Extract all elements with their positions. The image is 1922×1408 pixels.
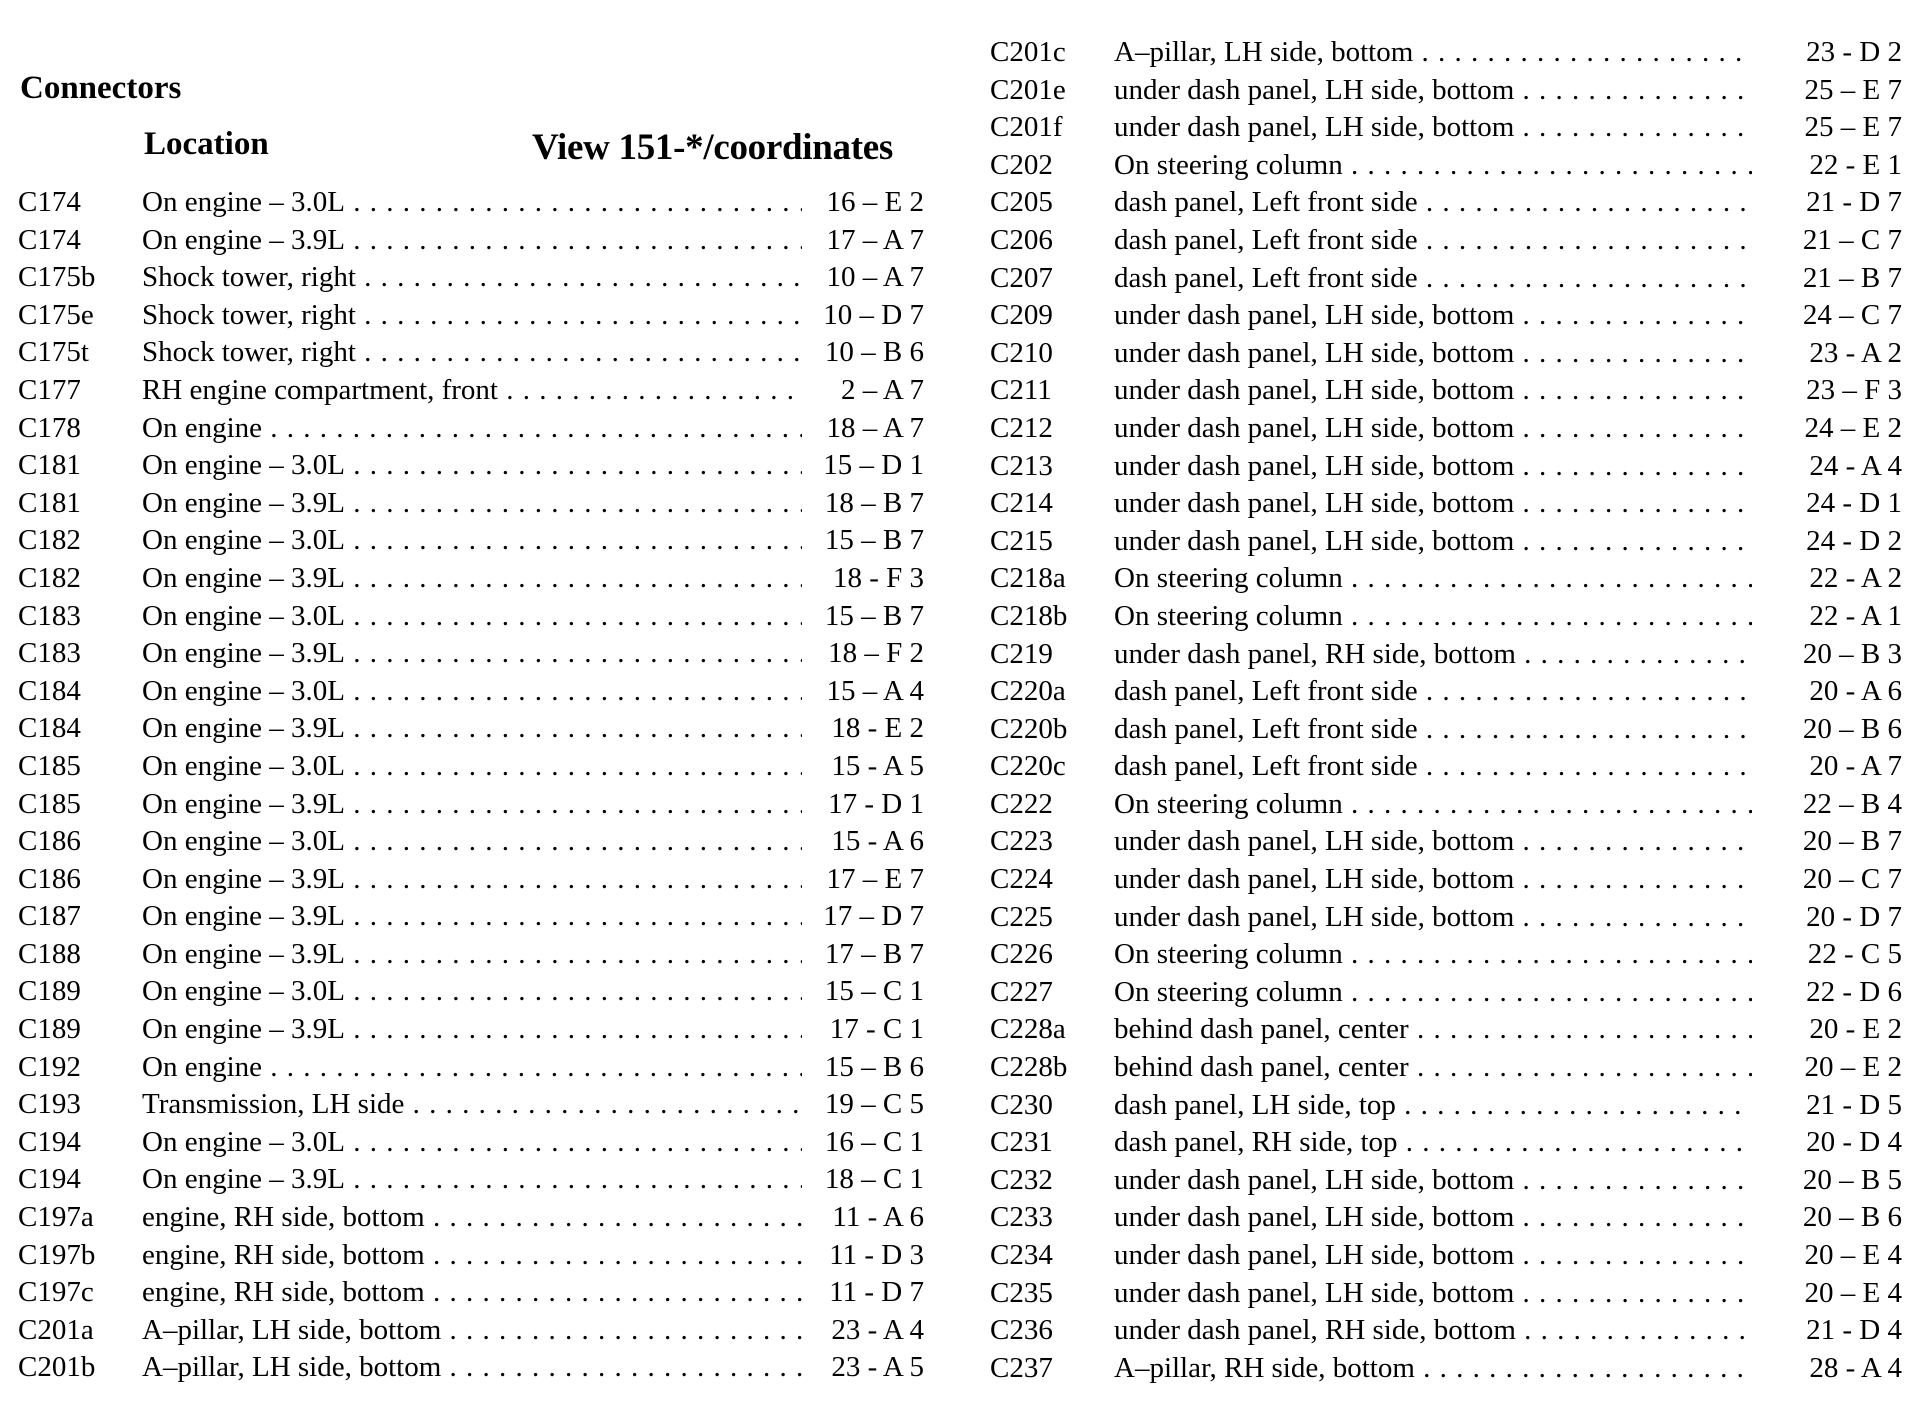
connector-row [990,1199,1902,1237]
connector-location: On engine – 3.9L . . . [142,560,802,598]
connector-location: On engine – 3.0L . . . [142,1124,802,1162]
connector-row [18,823,924,861]
connector-list-left [18,184,924,1387]
connector-view-ref: 16 – C 1 [824,1125,924,1158]
connector-location: A–pillar, LH side, bottom . . . [142,1349,802,1387]
connector-row [990,1312,1902,1350]
connector-view-ref: 20 - A 6 [1809,675,1902,708]
connector-row [990,1011,1902,1049]
connector-row [990,636,1902,674]
connector-code: C175b [18,261,96,294]
connector-location: On engine – 3.9L . . . [142,936,802,974]
connector-code: C231 [990,1126,1053,1159]
connector-view-ref: 25 – E 7 [1804,73,1902,106]
connector-location: engine, RH side, bottom . . . [142,1237,802,1275]
connector-location: dash panel, RH side, top . . . [1114,1124,1752,1162]
connector-location: On engine – 3.0L . . . [142,184,802,222]
connector-row [18,1124,924,1162]
connector-view-ref: 15 – B 7 [824,599,924,632]
connector-code: C181 [18,486,81,519]
connector-list-right [990,34,1902,1387]
connector-view-ref: 21 - D 5 [1806,1088,1902,1121]
connector-location: behind dash panel, center . . . [1114,1049,1752,1087]
connector-code: C235 [990,1276,1053,1309]
connector-view-ref: 15 – B 7 [824,524,924,557]
column-header-view-coordinates: View 151-*/coordinates [532,127,893,168]
connector-view-ref: 21 - D 4 [1806,1314,1902,1347]
connector-view-ref: 20 – B 3 [1802,637,1902,670]
connector-code: C187 [18,900,81,933]
connector-code: C183 [18,637,81,670]
connector-view-ref: 15 – D 1 [823,449,924,482]
connector-view-ref: 10 – D 7 [823,298,924,331]
connector-code: C188 [18,937,81,970]
connector-location: On engine – 3.0L . . . [142,673,802,711]
connector-location: behind dash panel, center . . . [1114,1011,1752,1049]
connector-location: On engine – 3.9L . . . [142,1161,802,1199]
connector-location: RH engine compartment, front . . . [142,372,802,410]
connector-location: A–pillar, LH side, bottom . . . [142,1312,802,1350]
connector-row [990,711,1902,749]
connector-location: On engine . . . [142,1049,802,1087]
connector-location: under dash panel, LH side, bottom . . . [1114,1199,1752,1237]
connector-view-ref: 18 – F 2 [828,637,924,670]
connector-view-ref: 10 – A 7 [826,261,924,294]
connector-view-ref: 20 - D 4 [1806,1126,1902,1159]
connector-code: C207 [990,261,1053,294]
connector-row [990,410,1902,448]
connector-view-ref: 23 - A 2 [1809,336,1902,369]
connector-location: dash panel, Left front side . . . [1114,673,1752,711]
connector-location: Shock tower, right . . . [142,297,802,335]
connector-row [990,748,1902,786]
connector-code: C228b [990,1051,1068,1084]
connector-code: C211 [990,374,1052,407]
connector-view-ref: 20 – B 6 [1802,712,1902,745]
connector-location: under dash panel, LH side, bottom . . . [1114,1275,1752,1313]
connector-code: C233 [990,1201,1053,1234]
connector-location: On engine – 3.9L . . . [142,861,802,899]
connector-location: dash panel, LH side, top . . . [1114,1087,1752,1125]
connector-row [18,673,924,711]
connector-view-ref: 22 - E 1 [1809,148,1902,181]
connector-view-ref: 18 – B 7 [824,486,924,519]
connector-row [18,560,924,598]
connector-location: On engine – 3.0L . . . [142,598,802,636]
connector-location: On engine – 3.9L . . . [142,898,802,936]
connector-code: C201b [18,1351,96,1384]
connector-view-ref: 11 - D 7 [829,1276,924,1309]
connector-row [18,222,924,260]
connector-row [18,748,924,786]
connector-code: C230 [990,1088,1053,1121]
connector-location: On engine – 3.0L . . . [142,447,802,485]
connector-view-ref: 20 – E 2 [1804,1051,1902,1084]
connector-code: C210 [990,336,1053,369]
connector-code: C184 [18,674,81,707]
connector-location: under dash panel, LH side, bottom . . . [1114,109,1752,147]
connector-code: C236 [990,1314,1053,1347]
connector-row [18,522,924,560]
connector-view-ref: 15 – B 6 [824,1050,924,1083]
connector-row [18,259,924,297]
connector-row [990,786,1902,824]
connector-view-ref: 17 – D 7 [823,900,924,933]
connector-row [990,448,1902,486]
connector-code: C189 [18,1013,81,1046]
connector-view-ref: 22 - A 2 [1809,562,1902,595]
connector-code: C189 [18,975,81,1008]
connector-code: C222 [990,787,1053,820]
connector-view-ref: 18 – A 7 [826,411,924,444]
connector-location: engine, RH side, bottom . . . [142,1274,802,1312]
connector-location: Shock tower, right . . . [142,334,802,372]
connector-location: dash panel, Left front side . . . [1114,222,1752,260]
connector-code: C225 [990,900,1053,933]
connector-view-ref: 11 - D 3 [829,1238,924,1271]
connector-row [990,72,1902,110]
connector-row [18,786,924,824]
connector-location: under dash panel, LH side, bottom . . . [1114,1162,1752,1200]
connector-code: C182 [18,561,81,594]
connector-view-ref: 11 - A 6 [832,1201,924,1234]
connector-location: under dash panel, RH side, bottom . . . [1114,636,1752,674]
connector-code: C232 [990,1163,1053,1196]
connector-row [18,598,924,636]
connector-view-ref: 22 - A 1 [1809,599,1902,632]
connector-location: On engine – 3.9L . . . [142,635,802,673]
connector-code: C220b [990,712,1068,745]
connector-code: C194 [18,1125,81,1158]
connector-view-ref: 24 - D 2 [1806,524,1902,557]
connector-row [18,1049,924,1087]
connector-code: C201c [990,36,1066,68]
connector-code: C237 [990,1351,1053,1384]
connector-code: C197b [18,1238,96,1271]
connector-code: C175e [18,298,94,331]
connector-location: under dash panel, LH side, bottom . . . [1114,823,1752,861]
connector-code: C220a [990,675,1066,708]
connector-row [18,297,924,335]
connector-view-ref: 20 - A 7 [1809,750,1902,783]
connector-row [18,1161,924,1199]
connector-row [990,1087,1902,1125]
connector-row [990,297,1902,335]
connector-view-ref: 24 – C 7 [1802,299,1902,332]
connector-location: On engine – 3.0L . . . [142,522,802,560]
connector-view-ref: 22 - C 5 [1807,938,1902,971]
connector-code: C228a [990,1013,1066,1046]
connector-view-ref: 10 – B 6 [824,336,924,369]
connector-row [18,1312,924,1350]
connector-location: A–pillar, LH side, bottom . . . [1114,34,1752,72]
connector-view-ref: 23 - D 2 [1806,36,1902,68]
connector-row [18,710,924,748]
connector-code: C177 [18,373,81,406]
connector-view-ref: 22 – B 4 [1802,787,1902,820]
connector-location: On engine – 3.9L . . . [142,786,802,824]
connector-row [990,899,1902,937]
connector-row [18,635,924,673]
connector-row [18,334,924,372]
connector-view-ref: 25 – E 7 [1804,111,1902,144]
connector-row [18,1011,924,1049]
connector-location: under dash panel, LH side, bottom . . . [1114,72,1752,110]
connector-location: under dash panel, RH side, bottom . . . [1114,1312,1752,1350]
connector-view-ref: 23 - A 4 [831,1313,924,1346]
connector-row [990,673,1902,711]
connector-location: On steering column . . . [1114,560,1752,598]
connector-code: C184 [18,712,81,745]
connector-view-ref: 20 – C 7 [1802,863,1902,896]
connector-code: C183 [18,599,81,632]
connector-location: Transmission, LH side . . . [142,1086,802,1124]
connector-view-ref: 21 – C 7 [1802,223,1902,256]
connector-location: dash panel, Left front side . . . [1114,260,1752,298]
connector-view-ref: 16 – E 2 [826,186,924,218]
connector-code: C175t [18,336,89,369]
connector-code: C218b [990,599,1068,632]
connector-row [18,410,924,448]
connector-location: under dash panel, LH side, bottom . . . [1114,410,1752,448]
connector-code: C182 [18,524,81,557]
connector-location: On engine – 3.0L . . . [142,823,802,861]
connector-row [990,184,1902,222]
connector-row [990,523,1902,561]
connector-row [990,109,1902,147]
connector-row [990,1162,1902,1200]
connector-code: C186 [18,825,81,858]
connector-code: C201f [990,111,1063,144]
connector-location: On engine – 3.0L . . . [142,973,802,1011]
connector-row [990,936,1902,974]
connector-code: C234 [990,1239,1053,1271]
connector-view-ref: 15 – A 4 [826,674,924,707]
connector-code: C213 [990,449,1053,482]
connector-location: dash panel, Left front side . . . [1114,748,1752,786]
connector-view-ref: 20 – B 5 [1802,1163,1902,1196]
connector-code: C186 [18,862,81,895]
connector-location: On engine – 3.0L . . . [142,748,802,786]
connector-view-ref: 24 - A 4 [1809,449,1902,482]
connector-row [18,973,924,1011]
connector-row [990,1275,1902,1313]
connector-code: C205 [990,186,1053,219]
connector-view-ref: 28 - A 4 [1809,1351,1902,1384]
connector-view-ref: 23 – F 3 [1806,374,1902,407]
connector-location: dash panel, Left front side . . . [1114,184,1752,222]
connector-row [990,335,1902,373]
connector-location: On engine – 3.9L . . . [142,485,802,523]
connector-view-ref: 24 - D 1 [1806,487,1902,520]
connector-view-ref: 20 – B 7 [1802,825,1902,858]
connector-view-ref: 17 – A 7 [826,223,924,256]
connector-view-ref: 18 - E 2 [831,712,924,745]
connector-view-ref: 17 – E 7 [826,862,924,895]
connector-code: C192 [18,1050,81,1083]
connector-row [18,1086,924,1124]
connector-row [990,861,1902,899]
connector-location: On steering column . . . [1114,974,1752,1012]
connector-row [990,34,1902,72]
connector-view-ref: 15 – C 1 [824,975,924,1008]
connector-row [990,1237,1902,1275]
connector-row [18,184,924,222]
connector-location: On engine – 3.9L . . . [142,1011,802,1049]
connector-location: On steering column . . . [1114,598,1752,636]
connector-location: A–pillar, RH side, bottom . . . [1114,1350,1752,1388]
connector-code: C214 [990,487,1053,520]
section-title: Connectors [20,70,182,106]
connector-row [990,1049,1902,1087]
connector-location: under dash panel, LH side, bottom . . . [1114,861,1752,899]
connector-view-ref: 20 – B 6 [1802,1201,1902,1234]
connector-location: dash panel, Left front side . . . [1114,711,1752,749]
connector-row [990,485,1902,523]
connector-view-ref: 15 - A 5 [831,749,924,782]
connector-code: C223 [990,825,1053,858]
connector-code: C206 [990,223,1053,256]
connector-view-ref: 20 - D 7 [1806,900,1902,933]
column-header-location: Location [144,126,269,162]
connector-view-ref: 23 - A 5 [831,1351,924,1384]
connector-view-ref: 20 – E 4 [1804,1239,1902,1271]
connector-location: under dash panel, LH side, bottom . . . [1114,899,1752,937]
connector-view-ref: 21 - D 7 [1806,186,1902,219]
connector-code: C178 [18,411,81,444]
connector-location: under dash panel, LH side, bottom . . . [1114,372,1752,410]
connector-location: On steering column . . . [1114,936,1752,974]
connector-row [990,560,1902,598]
connector-view-ref: 19 – C 5 [824,1088,924,1121]
connector-location: under dash panel, LH side, bottom . . . [1114,523,1752,561]
connector-code: C193 [18,1088,81,1121]
connector-row [18,898,924,936]
connector-code: C181 [18,449,81,482]
connector-code: C174 [18,186,81,218]
connector-code: C226 [990,938,1053,971]
connector-row [18,936,924,974]
connector-view-ref: 17 - D 1 [828,787,924,820]
connector-code: C202 [990,148,1053,181]
connector-row [990,598,1902,636]
connector-code: C194 [18,1163,81,1196]
connector-code: C174 [18,223,81,256]
connector-row [990,974,1902,1012]
connector-location: Shock tower, right . . . [142,259,802,297]
connector-location: On engine – 3.9L . . . [142,222,802,260]
connector-location: On steering column . . . [1114,786,1752,824]
connector-code: C220c [990,750,1066,783]
connector-row [990,372,1902,410]
connector-location: On steering column . . . [1114,147,1752,185]
connector-code: C219 [990,637,1053,670]
connector-view-ref: 20 – E 4 [1804,1276,1902,1309]
connector-row [990,260,1902,298]
connector-location: under dash panel, LH side, bottom . . . [1114,485,1752,523]
connector-row [990,1124,1902,1162]
connector-row [18,447,924,485]
connector-row [990,222,1902,260]
connector-code: C201e [990,73,1066,106]
connector-view-ref: 21 – B 7 [1802,261,1902,294]
connector-view-ref: 22 - D 6 [1806,975,1902,1008]
connector-view-ref: 18 – C 1 [824,1163,924,1196]
connector-code: C209 [990,299,1053,332]
connector-row [18,372,924,410]
connector-row [18,1199,924,1237]
connector-view-ref: 18 - F 3 [832,561,924,594]
connector-view-ref: 20 - E 2 [1809,1013,1902,1046]
connector-view-ref: 17 - C 1 [829,1013,924,1046]
connector-row [990,1350,1902,1388]
connector-row [990,823,1902,861]
connector-location: under dash panel, LH side, bottom . . . [1114,335,1752,373]
connector-row [990,147,1902,185]
connector-location: under dash panel, LH side, bottom . . . [1114,1237,1752,1275]
connector-code: C197c [18,1276,94,1309]
connector-location: On engine – 3.9L . . . [142,710,802,748]
connector-location: engine, RH side, bottom . . . [142,1199,802,1237]
connector-row [18,1237,924,1275]
connector-code: C224 [990,863,1053,896]
connector-row [18,861,924,899]
connector-code: C215 [990,524,1053,557]
connector-code: C197a [18,1201,94,1234]
connector-view-ref: 2 – A 7 [841,373,924,406]
connector-code: C227 [990,975,1053,1008]
connector-code: C212 [990,411,1053,444]
connector-code: C201a [18,1313,94,1346]
connector-row [18,1274,924,1312]
connector-code: C185 [18,749,81,782]
connector-location: under dash panel, LH side, bottom . . . [1114,448,1752,486]
connector-view-ref: 17 – B 7 [824,937,924,970]
connector-location: under dash panel, LH side, bottom . . . [1114,297,1752,335]
connector-view-ref: 15 - A 6 [831,825,924,858]
connector-code: C185 [18,787,81,820]
connector-code: C218a [990,562,1066,595]
connector-view-ref: 24 – E 2 [1804,411,1902,444]
connector-row [18,485,924,523]
connector-location: On engine . . . [142,410,802,448]
connector-row [18,1349,924,1387]
